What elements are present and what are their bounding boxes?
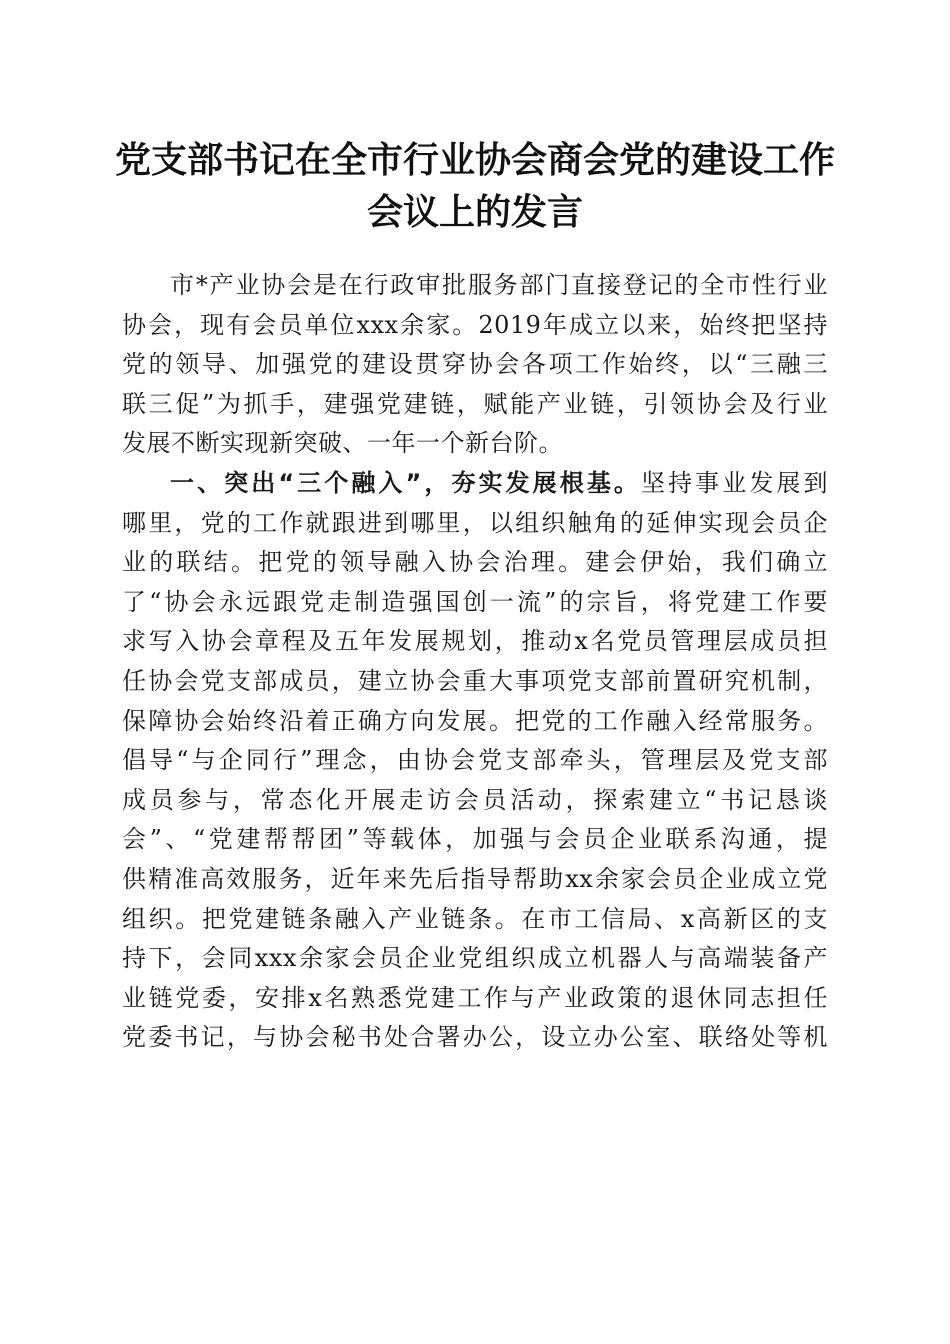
text-line: 求写入协会章程及五年发展规划，推动x名党员管理层成员担 xyxy=(122,627,828,656)
text-line: 协会，现有会员单位xxx余家。2019年成立以来，始终把坚持 xyxy=(122,310,828,339)
title-line: 党支部书记在全市行业协会商会党的建设工作 xyxy=(114,140,835,181)
text-line: 组织。把党建链条融入产业链条。在市工信局、x高新区的支 xyxy=(122,904,828,933)
document-title xyxy=(110,135,840,239)
text-line: 发展不断实现新突破、一年一个新台阶。 xyxy=(122,429,563,458)
section-heading: 一、突出“三个融入”，夯实发展根基。 xyxy=(170,468,642,497)
text-line: 任协会党支部成员，建立协会重大事项党支部前置研究机制， xyxy=(122,666,828,695)
text-line: 市*产业协会是在行政审批服务部门直接登记的全市性行业 xyxy=(170,271,828,299)
text-line: 持下，会同xxx余家会员企业党组织成立机器人与高端装备产 xyxy=(122,944,828,973)
text-line: 业的联结。把党的领导融入协会治理。建会伊始，我们确立 xyxy=(122,548,828,577)
text-line: 党的领导、加强党的建设贯穿协会各项工作始终，以“三融三 xyxy=(122,350,828,379)
text-line: 了“协会永远跟党走制造强国创一流”的宗旨，将党建工作要 xyxy=(122,587,828,616)
document-body xyxy=(122,266,828,1058)
paragraph-intro xyxy=(122,266,828,464)
text-line: 联三促”为抓手，建强党建链，赋能产业链，引领协会及行业 xyxy=(122,389,828,418)
text-line: 供精准高效服务，近年来先后指导帮助xx余家会员企业成立党 xyxy=(122,864,828,893)
text-line: 党委书记，与协会秘书处合署办公，设立办公室、联络处等机 xyxy=(122,1023,828,1052)
text-line xyxy=(122,464,828,504)
text-line: 业链党委，安排x名熟悉党建工作与产业政策的退休同志担任 xyxy=(122,983,828,1012)
text-line: 哪里，党的工作就跟进到哪里，以组织触角的延伸实现会员企 xyxy=(122,508,828,537)
text-line: 倡导“与企同行”理念，由协会党支部牵头，管理层及党支部 xyxy=(122,746,828,775)
text-line: 保障协会始终沿着正确方向发展。把党的工作融入经常服务。 xyxy=(122,706,828,735)
text-line: 会”、“党建帮帮团”等载体，加强与会员企业联系沟通，提 xyxy=(122,825,828,854)
section-text: 坚持事业发展到 xyxy=(641,468,829,497)
title-line: 会议上的发言 xyxy=(366,192,583,233)
paragraph-section-one xyxy=(122,464,828,1058)
text-line: 成员参与，常态化开展走访会员活动，探索建立“书记恳谈 xyxy=(122,785,828,814)
